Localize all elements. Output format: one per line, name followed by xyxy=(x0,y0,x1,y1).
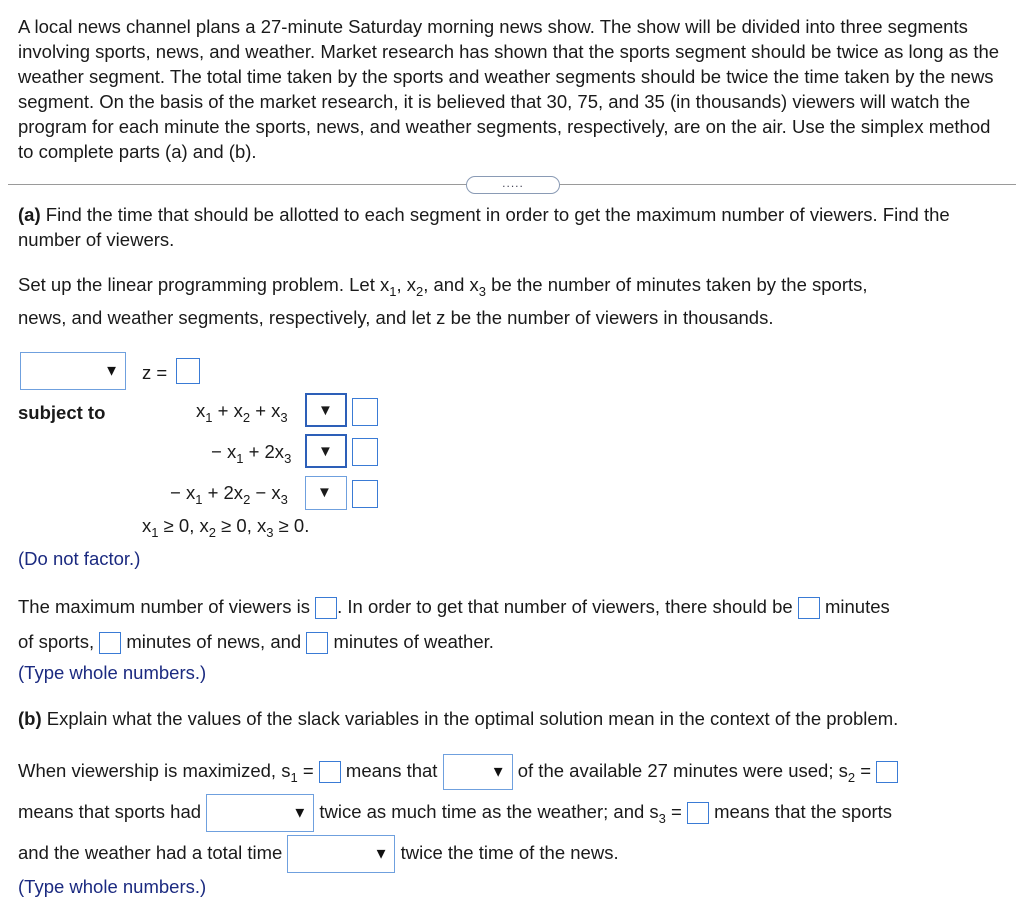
objective-input[interactable] xyxy=(176,358,200,384)
constraint-1-relation-dropdown[interactable] xyxy=(305,393,347,427)
constraint-1-rhs-input[interactable] xyxy=(352,398,378,426)
constraint-3-expression: − $x_1 + 2x_2 - x_3$ xyxy=(170,482,288,507)
part-b-label: (b) xyxy=(18,708,42,729)
constraint-2-rhs-input[interactable] xyxy=(352,438,378,466)
constraint-2-expression: − $x_1 + 2x_3$ xyxy=(211,441,292,466)
constraint-1-expression: $x_1 + x_2 + x_3$ xyxy=(196,400,288,425)
objective-type-dropdown[interactable] xyxy=(20,352,126,390)
s1-input[interactable] xyxy=(319,761,341,783)
subject-to-label: subject to xyxy=(18,402,106,423)
weather-minutes-input[interactable] xyxy=(306,632,328,654)
hint-whole-numbers-b: (Type whole numbers.) xyxy=(18,876,207,897)
s2-input[interactable] xyxy=(876,761,898,783)
part-b-line-3: and the weather had a total time ▼ twice the time of the news. xyxy=(18,835,619,873)
max-viewers-input[interactable] xyxy=(315,597,337,619)
s2-meaning-dropdown[interactable] xyxy=(206,794,314,832)
part-a-text: Find the time that should be allotted to each segment in order to get the maximum number of viewers. Find the number of viewers. xyxy=(18,204,950,250)
part-a-question xyxy=(18,202,1013,252)
part-b-question xyxy=(18,708,898,730)
part-b-line-2: means that sports had ▼ twice as much time as the weather; and $s_3$ = means that the sports xyxy=(18,794,892,832)
answer-line-1: The maximum number of viewers is . In order to get that number of viewers, there should be minutes xyxy=(18,596,890,619)
chevron-down-icon: ▼ xyxy=(292,804,308,822)
problem-statement: A local news channel plans a 27-minute Saturday morning news show. The show will be divided into three segments involving sports, news, and weather. Market research has shown that the sports segment should be twice as long as the weather segment. The total time taken by the sports and weather segments should be twice the time taken by the news segment. On the basis of the market research, it is believed that 30, 75, and 35 (in thousands) viewers will watch the program for each minute the sports, news, and weather segments, respectively, are on the air. Use the simplex method to complete parts (a) and (b). xyxy=(18,16,1000,162)
chevron-down-icon: ▼ xyxy=(373,845,389,863)
news-minutes-input[interactable] xyxy=(99,632,121,654)
s3-input[interactable] xyxy=(687,802,709,824)
nonnegativity-constraints: $x_1 \ge 0$, $x_2 \ge 0$, $x_3 \ge 0$. xyxy=(142,515,310,540)
chevron-down-icon: ▼ xyxy=(104,362,119,380)
hint-whole-numbers-a: (Type whole numbers.) xyxy=(18,662,207,683)
setup-line-1: Set up the linear programming problem. Let $x_1$, $x_2$, and $x_3$ be the number of minutes taken by the sports, xyxy=(18,274,868,299)
answer-line-2: of sports, minutes of news, and minutes of weather. xyxy=(18,631,494,654)
chevron-down-icon: ▼ xyxy=(317,484,332,501)
chevron-down-icon: ▼ xyxy=(318,443,333,460)
s3-meaning-dropdown[interactable] xyxy=(287,835,395,873)
part-b-line-1: When viewership is maximized, $s_1$ = means that ▼ of the available 27 minutes were used; $s_2$ = xyxy=(18,754,898,790)
part-b-text: Explain what the values of the slack variables in the optimal solution mean in the context of the problem. xyxy=(46,708,899,729)
sports-minutes-input[interactable] xyxy=(798,597,820,619)
chevron-down-icon: ▼ xyxy=(490,763,506,781)
constraint-2-relation-dropdown[interactable] xyxy=(305,434,347,468)
constraint-3-rhs-input[interactable] xyxy=(352,480,378,508)
expand-more-button[interactable]: ..... xyxy=(466,176,560,194)
z-label: z = xyxy=(142,362,168,383)
setup-line-2: news, and weather segments, respectively, and let z be the number of viewers in thousands. xyxy=(18,307,774,328)
chevron-down-icon: ▼ xyxy=(318,402,333,419)
part-a-label: (a) xyxy=(18,204,41,225)
hint-do-not-factor: (Do not factor.) xyxy=(18,548,141,569)
s1-meaning-dropdown[interactable] xyxy=(443,754,513,790)
constraint-3-relation-dropdown[interactable] xyxy=(305,476,347,510)
